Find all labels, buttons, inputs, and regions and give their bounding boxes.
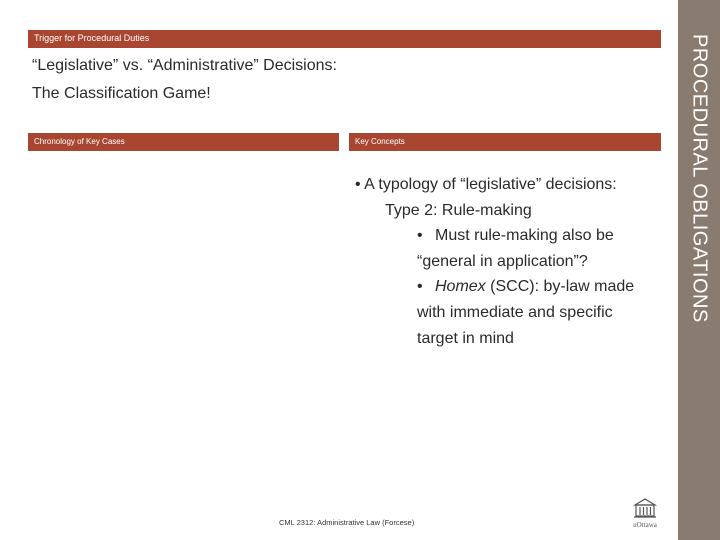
sub-bullet-homex-line2: with immediate and specific [417,303,613,321]
sub-bullet-general [373,223,670,274]
banner-label: Trigger for Procedural Duties [34,33,150,43]
footer-course: CML 2312: Administrative Law (Forcese) [279,518,415,527]
type-label: Type 2: Rule-making [385,201,532,219]
logo-text: uOttawa [633,521,657,529]
bullet-typology-text: A typology of “legislative” decisions: [364,176,617,193]
sub-bullet-dot: • [417,278,423,296]
slide-title-line2: The Classification Game! [32,85,211,102]
homex-case-name: Homex [435,278,486,296]
right-column-header-label: Key Concepts [355,137,405,146]
side-title: PROCEDURAL OBLIGATIONS [688,34,711,323]
sub-bullet-homex [373,274,670,351]
right-column-header [349,133,661,151]
sub-bullet-homex-line3: target in mind [417,329,514,347]
top-banner [28,30,661,48]
bullet-typology [355,172,670,198]
sub-bullet-general-line2: “general in application”? [417,252,588,270]
bullet-dot: • [355,176,365,193]
sub-bullet-homex-line1-rest: (SCC): by-law made [485,278,635,296]
key-concepts-content [355,172,670,351]
side-title-container [678,0,720,540]
sub-bullet-general-line1: Must rule-making also be [435,227,614,245]
left-column-header [28,133,339,151]
slide-title-line1: “Legislative” vs. “Administrative” Decisions: [32,57,337,74]
left-column-header-label: Chronology of Key Cases [34,137,125,146]
slide-title [32,52,652,108]
sub-bullet-dot: • [417,227,423,245]
